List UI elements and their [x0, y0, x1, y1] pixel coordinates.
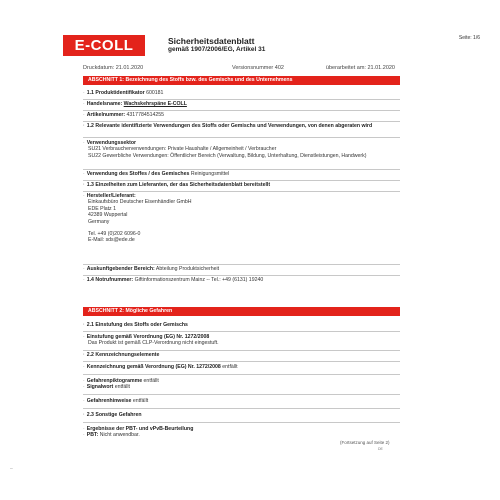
separator [83, 361, 400, 362]
telephone: Tel. +49 (0)202 6096-0 [88, 231, 141, 238]
s23-text: 2.3 Sonstige Gefahren [86, 412, 142, 418]
pictograms: · Gefahrenpiktogramme entfällt · Signalwort entfällt [83, 378, 159, 391]
s21c-text: Das Produkt ist gemäß CLP-Verordnung nicht eingestuft. [88, 340, 219, 347]
verwendung-label: Verwendung des Stoffes / des Gemisches [86, 171, 190, 177]
auskunft-value: Abteilung Produktsicherheit [155, 266, 220, 272]
left-mark: – [10, 466, 13, 472]
ecoll-logo [63, 35, 145, 56]
auskunft-label: Auskunftgebender Bereich: [86, 266, 155, 272]
pbt-label-2: PBT: [86, 432, 99, 439]
separator [83, 169, 400, 170]
separator [83, 394, 400, 395]
address-line-1: Einkaufsbüro Deutscher Eisenhändler GmbH [88, 199, 192, 206]
s11-value: 600181 [146, 90, 164, 96]
section-2-heading: ABSCHNITT 2: Mögliche Gefahren [83, 307, 400, 316]
trade-name: · Handelsname: Wachskehrspäne E-COLL [83, 101, 187, 107]
separator [83, 137, 400, 138]
separator [83, 180, 400, 181]
s12-text: 1.2 Relevante identifizierte Verwendungen des Stoffs oder Gemischs und Verwendungen, von denen abgeraten wird [86, 123, 373, 129]
info-department: · Auskunftgebender Bereich: Abteilung Produktsicherheit [83, 266, 220, 272]
pbt-assessment: · Ergebnisse der PBT- und vPvB-Beurteilung · PBT: Nicht anwendbar. [83, 426, 194, 439]
address-line-3: 42389 Wuppertal [88, 212, 128, 219]
separator [83, 422, 400, 423]
s11-label: 1.1 Produktidentifikator [86, 90, 145, 96]
separator [83, 99, 400, 100]
separator [83, 264, 400, 265]
document-title: Sicherheitsdatenblatt [168, 36, 255, 46]
meta-row [83, 65, 480, 72]
su21: SU21 Verbraucherverwendungen: Private Haushalte / Allgemeinheit / Verbraucher [88, 146, 277, 153]
separator [83, 408, 400, 409]
separator [83, 191, 400, 192]
document-subtitle: gemäß 1907/2006/EG, Artikel 31 [168, 46, 266, 53]
s14-label: 1.4 Notrufnummer: [86, 277, 134, 283]
su22: SU22 Gewerbliche Verwendungen: Öffentlicher Bereich (Verwaltung, Bildung, Unterhaltung, Dienstleistungen, Handwerk) [88, 152, 367, 159]
section-1-heading: ABSCHNITT 1: Bezeichnung des Stoffs bzw. des Gemischs und des Unternehmens [83, 76, 400, 85]
s22b-value: entfällt [222, 364, 238, 370]
continuation-note: (Fortsetzung auf Seite 2) [340, 440, 390, 445]
hersteller-label: Hersteller/Lieferant: [86, 193, 136, 199]
separator [83, 374, 400, 375]
hinweise-value: entfällt [132, 398, 149, 404]
separator [83, 275, 400, 276]
handelsname-label: Handelsname: [86, 101, 123, 107]
use-sector: · Verwendungssektor SU21 Verbraucherverwendungen: Private Haushalte / Allgemeinheit / Verbraucher SU22 Gewerbliche Verwendungen: Öffentlicher Bereich (Verwaltung, Bildung, Unterhaltung, Dienstleistungen, Handwerk) [83, 140, 400, 159]
piktogramme-value: entfällt [143, 378, 159, 384]
relevant-uses: · 1.2 Relevante identifizierte Verwendungen des Stoffs oder Gemischs und Verwendungen, von denen abgeraten wird [83, 123, 373, 129]
address-line-4: Germany [88, 218, 110, 225]
s21-text: 2.1 Einstufung des Stoffs oder Gemischs [86, 322, 188, 328]
sektor-label: Verwendungssektor [86, 140, 137, 146]
hinweise-label: Gefahrenhinweise [86, 398, 132, 404]
email: E-Mail: sds@ede.de [88, 237, 135, 244]
other-hazards: · 2.3 Sonstige Gefahren [83, 412, 142, 418]
artikel-value: 4317784514255 [126, 112, 165, 118]
separator [83, 350, 400, 351]
separator [83, 110, 400, 111]
page-number: Seite: 1/6 [458, 35, 480, 41]
label-elements: · 2.2 Kennzeichnungselemente [83, 352, 160, 358]
separator [83, 331, 400, 332]
manufacturer: · Hersteller/Lieferant: Einkaufsbüro Deutscher Eisenhändler GmbH EDE Platz 1 42389 Wuppertal Germany Tel. +49 (0)202 6096-0 E-Mail: sds@ede.de [83, 193, 400, 244]
hazard-statements: · Gefahrenhinweise entfällt [83, 398, 149, 404]
supplier-details: · 1.3 Einzelheiten zum Lieferanten, der das Sicherheitsdatenblatt bereitstellt [83, 182, 271, 188]
version-number: Versionsnummer 402 [232, 65, 284, 71]
separator [83, 121, 400, 122]
s13-text: 1.3 Einzelheiten zum Lieferanten, der das Sicherheitsdatenblatt bereitstellt [86, 182, 271, 188]
s14-value: Giftinformationszentrum Mainz -- Tel.: +49 (6131) 19240 [134, 277, 264, 283]
classification-regulation: · Einstufung gemäß Verordnung (EG) Nr. 1272/2008 Das Produkt ist gemäß CLP-Verordnung nicht eingestuft. [83, 334, 400, 347]
pbt-value: Nicht anwendbar. [99, 432, 140, 439]
classification: · 2.1 Einstufung des Stoffs oder Gemischs [83, 322, 188, 328]
signalwort-label: Signalwort [86, 384, 114, 391]
logo-text: E-COLL [74, 37, 134, 54]
artikel-label: Artikelnummer: [86, 112, 126, 118]
labelling-regulation: · Kennzeichnung gemäß Verordnung (EG) Nr. 1272/2008 entfällt [83, 364, 238, 370]
print-date: Druckdatum: 21.01.2020 [83, 65, 144, 71]
article-number: · Artikelnummer: 4317784514255 [83, 112, 165, 118]
verwendung-value: Reinigungsmittel [190, 171, 230, 177]
product-identifier: · 1.1 Produktidentifikator 600181 [83, 90, 164, 96]
s22-text: 2.2 Kennzeichnungselemente [86, 352, 160, 358]
document-title-block [168, 37, 348, 54]
s21b-text: Einstufung gemäß Verordnung (EG) Nr. 1272/2008 [86, 334, 210, 340]
footer-code: DE [378, 447, 383, 451]
handelsname-value: Wachskehrspäne E-COLL [123, 101, 187, 107]
piktogramme-label: Gefahrenpiktogramme [86, 378, 143, 384]
pbt-label: Ergebnisse der PBT- und vPvB-Beurteilung [86, 426, 194, 432]
revised-date: überarbeitet am: 21.01.2020 [325, 65, 395, 71]
emergency-number: · 1.4 Notrufnummer: Giftinformationszentrum Mainz -- Tel.: +49 (6131) 19240 [83, 277, 264, 283]
s22b-label: Kennzeichnung gemäß Verordnung (EG) Nr. 1272/2008 [86, 364, 221, 370]
address-line-2: EDE Platz 1 [88, 205, 116, 212]
signalwort-value: entfällt [114, 384, 130, 391]
usage: · Verwendung des Stoffes / des Gemisches Reinigungsmittel [83, 171, 230, 177]
